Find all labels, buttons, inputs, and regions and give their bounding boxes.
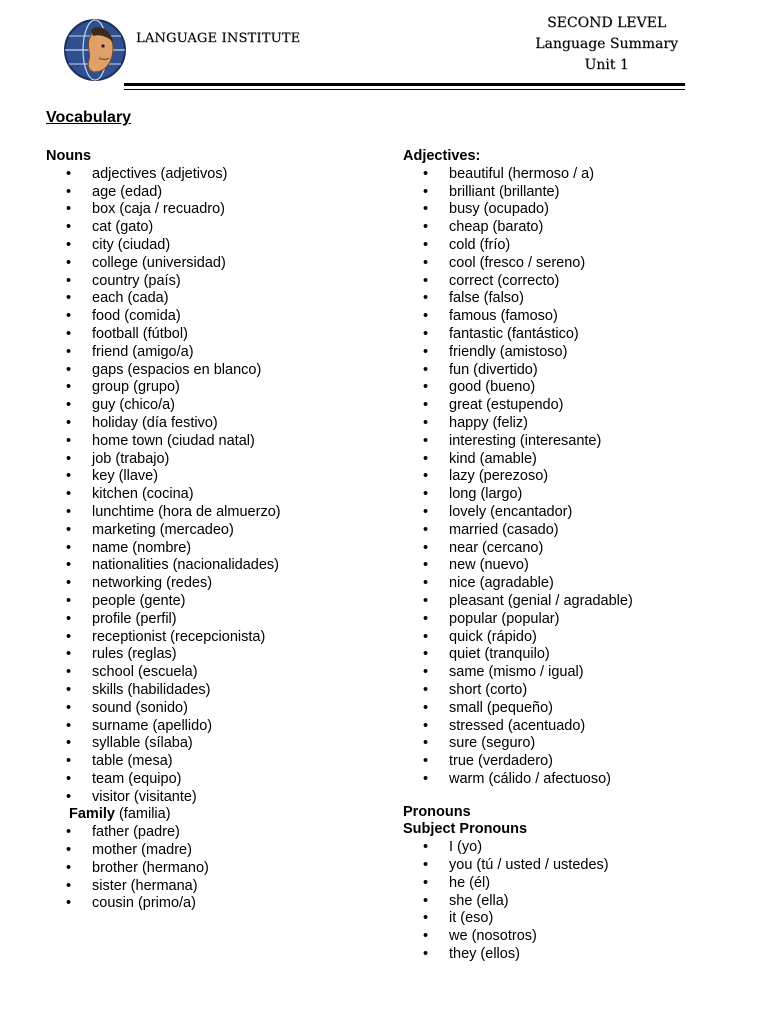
list-item: • kind (amable) [403, 451, 633, 469]
list-item: • people (gente) [46, 593, 281, 611]
list-item: • stressed (acentuado) [403, 718, 633, 736]
list-item: • networking (redes) [46, 575, 281, 593]
list-item: • new (nuevo) [403, 557, 633, 575]
list-item: • we (nosotros) [403, 928, 633, 946]
list-item: • college (universidad) [46, 255, 281, 273]
list-item: • interesting (interesante) [403, 433, 633, 451]
header-divider-thin [124, 89, 685, 90]
list-item: • syllable (sílaba) [46, 735, 281, 753]
list-item: • adjectives (adjetivos) [46, 166, 281, 184]
level-title: SECOND LEVEL [547, 15, 667, 31]
list-item: • warm (cálido / afectuoso) [403, 771, 633, 789]
list-item: • near (cercano) [403, 540, 633, 558]
list-item: • cool (fresco / sereno) [403, 255, 633, 273]
list-item: • married (casado) [403, 522, 633, 540]
list-item: • nationalities (nacionalidades) [46, 557, 281, 575]
list-item: • key (llave) [46, 468, 281, 486]
list-item: • cousin (primo/a) [46, 895, 281, 913]
list-item: • quiet (tranquilo) [403, 646, 633, 664]
list-item: • friendly (amistoso) [403, 344, 633, 362]
list-item: • nice (agradable) [403, 575, 633, 593]
nouns-list [46, 166, 281, 807]
institute-name: LANGUAGE INSTITUTE [136, 31, 301, 46]
adjectives-list [403, 166, 633, 789]
list-item: • mother (madre) [46, 842, 281, 860]
list-item: • short (corto) [403, 682, 633, 700]
list-item: • home town (ciudad natal) [46, 433, 281, 451]
list-item: • cheap (barato) [403, 219, 633, 237]
family-title: Family [69, 806, 115, 823]
list-item: • she (ella) [403, 893, 633, 911]
list-item: • pleasant (genial / agradable) [403, 593, 633, 611]
list-item: • lunchtime (hora de almuerzo) [46, 504, 281, 522]
document-header [535, 13, 678, 76]
family-list [46, 824, 281, 913]
list-item: • small (pequeño) [403, 700, 633, 718]
list-item: • sound (sonido) [46, 700, 281, 718]
list-item: • I (yo) [403, 839, 633, 857]
list-item: • marketing (mercadeo) [46, 522, 281, 540]
list-item: • box (caja / recuadro) [46, 201, 281, 219]
list-item: • it (eso) [403, 910, 633, 928]
list-item: • football (fútbol) [46, 326, 281, 344]
header-divider [124, 83, 685, 86]
list-item: • fantastic (fantástico) [403, 326, 633, 344]
list-item: • brother (hermano) [46, 860, 281, 878]
list-item: • profile (perfil) [46, 611, 281, 629]
list-item: • fun (divertido) [403, 362, 633, 380]
list-item: • good (bueno) [403, 379, 633, 397]
list-item: • father (padre) [46, 824, 281, 842]
list-item: • they (ellos) [403, 946, 633, 964]
list-item: • cat (gato) [46, 219, 281, 237]
family-translation: (familia) [118, 806, 171, 823]
right-column [403, 148, 633, 964]
list-item: • false (falso) [403, 290, 633, 308]
subject-pronouns-list [403, 839, 633, 964]
list-item: • you (tú / usted / ustedes) [403, 857, 633, 875]
list-item: • quick (rápido) [403, 629, 633, 647]
list-item: • skills (habilidades) [46, 682, 281, 700]
list-item: • team (equipo) [46, 771, 281, 789]
pronouns-heading: Pronouns [403, 803, 471, 820]
list-item: • sure (seguro) [403, 735, 633, 753]
list-item: • food (comida) [46, 308, 281, 326]
left-column [46, 148, 281, 913]
list-item: • job (trabajo) [46, 451, 281, 469]
list-item: • lovely (encantador) [403, 504, 633, 522]
list-item: • country (país) [46, 273, 281, 291]
list-item: • kitchen (cocina) [46, 486, 281, 504]
section-title: Vocabulary [46, 109, 132, 126]
list-item: • city (ciudad) [46, 237, 281, 255]
list-item: • rules (reglas) [46, 646, 281, 664]
list-item: • lazy (perezoso) [403, 468, 633, 486]
list-item: • group (grupo) [46, 379, 281, 397]
list-item: • beautiful (hermoso / a) [403, 166, 633, 184]
summary-title: Language Summary [535, 36, 678, 52]
list-item: • he (él) [403, 875, 633, 893]
nouns-heading: Nouns [46, 148, 92, 164]
list-item: • each (cada) [46, 290, 281, 308]
list-item: • famous (famoso) [403, 308, 633, 326]
list-item: • receptionist (recepcionista) [46, 629, 281, 647]
unit-title: Unit 1 [584, 57, 629, 73]
list-item: • long (largo) [403, 486, 633, 504]
list-item: • cold (frío) [403, 237, 633, 255]
spacer [403, 789, 633, 804]
list-item: • great (estupendo) [403, 397, 633, 415]
list-item: • visitor (visitante) [46, 789, 281, 807]
list-item: • brilliant (brillante) [403, 184, 633, 202]
list-item: • correct (correcto) [403, 273, 633, 291]
list-item: • true (verdadero) [403, 753, 633, 771]
list-item: • name (nombre) [46, 540, 281, 558]
list-item: • happy (feliz) [403, 415, 633, 433]
list-item: • friend (amigo/a) [46, 344, 281, 362]
list-item: • busy (ocupado) [403, 201, 633, 219]
adjectives-heading: Adjectives: [403, 148, 481, 164]
list-item: • gaps (espacios en blanco) [46, 362, 281, 380]
list-item: • age (edad) [46, 184, 281, 202]
family-heading [46, 806, 281, 824]
list-item: • surname (apellido) [46, 718, 281, 736]
list-item: • popular (popular) [403, 611, 633, 629]
list-item: • guy (chico/a) [46, 397, 281, 415]
globe-logo-icon [63, 18, 127, 82]
list-item: • same (mismo / igual) [403, 664, 633, 682]
list-item: • table (mesa) [46, 753, 281, 771]
list-item: • holiday (día festivo) [46, 415, 281, 433]
list-item: • school (escuela) [46, 664, 281, 682]
list-item: • sister (hermana) [46, 878, 281, 896]
subject-pronouns-heading: Subject Pronouns [403, 821, 528, 838]
